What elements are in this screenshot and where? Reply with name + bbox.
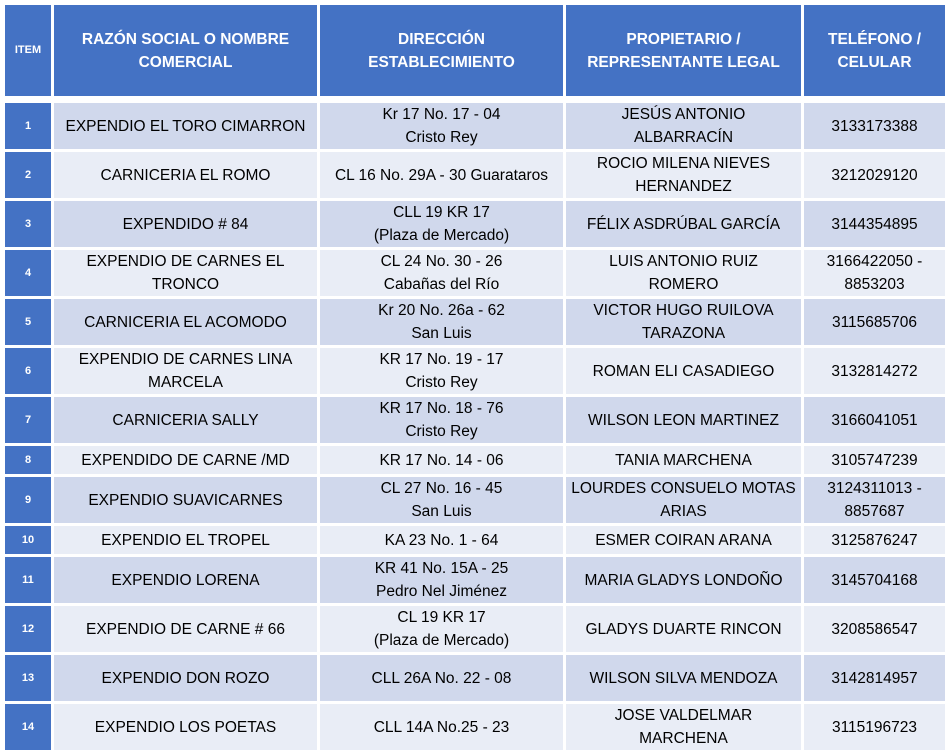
propietario-cell: WILSON LEON MARTINEZ [565, 396, 803, 445]
table-row [4, 445, 947, 476]
telefono-cell: 3132814272 [803, 347, 947, 396]
propietario-cell: TANIA MARCHENA [565, 445, 803, 476]
table-row [4, 298, 947, 347]
direccion-cell: KR 17 No. 14 - 06 [319, 445, 565, 476]
razon-social-cell: CARNICERIA EL ROMO [53, 151, 319, 200]
razon-social-cell: EXPENDIDO DE CARNE /MD [53, 445, 319, 476]
header-razon-social: RAZÓN SOCIAL O NOMBRE COMERCIAL [53, 4, 319, 98]
razon-social-cell: CARNICERIA SALLY [53, 396, 319, 445]
razon-social-cell: EXPENDIDO # 84 [53, 200, 319, 249]
table-row [4, 200, 947, 249]
razon-social-cell: EXPENDIO LORENA [53, 556, 319, 605]
telefono-cell: 3145704168 [803, 556, 947, 605]
table-row [4, 605, 947, 654]
telefono-cell: 3208586547 [803, 605, 947, 654]
propietario-cell: MARIA GLADYS LONDOÑO [565, 556, 803, 605]
telefono-cell: 3105747239 [803, 445, 947, 476]
razon-social-cell: EXPENDIO LOS POETAS [53, 703, 319, 752]
direccion-cell: CL 16 No. 29A - 30 Guarataros [319, 151, 565, 200]
item-cell: 4 [4, 249, 53, 298]
table-row [4, 151, 947, 200]
direccion-cell: CL 24 No. 30 - 26 Cabañas del Río [319, 249, 565, 298]
propietario-cell: FÉLIX ASDRÚBAL GARCÍA [565, 200, 803, 249]
item-cell: 9 [4, 476, 53, 525]
item-cell: 14 [4, 703, 53, 752]
telefono-cell: 3142814957 [803, 654, 947, 703]
establishments-table [2, 2, 948, 753]
table-row [4, 654, 947, 703]
propietario-cell: GLADYS DUARTE RINCON [565, 605, 803, 654]
propietario-cell: LUIS ANTONIO RUIZ ROMERO [565, 249, 803, 298]
direccion-cell: CLL 26A No. 22 - 08 [319, 654, 565, 703]
item-cell: 8 [4, 445, 53, 476]
table-row [4, 249, 947, 298]
razon-social-cell: EXPENDIO DE CARNES EL TRONCO [53, 249, 319, 298]
direccion-cell: CL 19 KR 17 (Plaza de Mercado) [319, 605, 565, 654]
item-cell: 12 [4, 605, 53, 654]
item-cell: 11 [4, 556, 53, 605]
telefono-cell: 3144354895 [803, 200, 947, 249]
direccion-cell: KR 17 No. 18 - 76 Cristo Rey [319, 396, 565, 445]
telefono-cell: 3125876247 [803, 525, 947, 556]
table-row [4, 556, 947, 605]
propietario-cell: VICTOR HUGO RUILOVA TARAZONA [565, 298, 803, 347]
propietario-cell: LOURDES CONSUELO MOTAS ARIAS [565, 476, 803, 525]
table-row [4, 476, 947, 525]
telefono-cell: 3166422050 - 8853203 [803, 249, 947, 298]
razon-social-cell: EXPENDIO DE CARNES LINA MARCELA [53, 347, 319, 396]
telefono-cell: 3133173388 [803, 102, 947, 151]
propietario-cell: ROMAN ELI CASADIEGO [565, 347, 803, 396]
item-cell: 3 [4, 200, 53, 249]
header-row [4, 4, 947, 98]
propietario-cell: JOSE VALDELMAR MARCHENA [565, 703, 803, 752]
item-cell: 13 [4, 654, 53, 703]
table-row [4, 347, 947, 396]
propietario-cell: ESMER COIRAN ARANA [565, 525, 803, 556]
propietario-cell: JESÚS ANTONIO ALBARRACÍN [565, 102, 803, 151]
razon-social-cell: EXPENDIO EL TROPEL [53, 525, 319, 556]
item-cell: 7 [4, 396, 53, 445]
table-row [4, 703, 947, 752]
direccion-cell: CLL 19 KR 17 (Plaza de Mercado) [319, 200, 565, 249]
header-propietario: PROPIETARIO / REPRESENTANTE LEGAL [565, 4, 803, 98]
direccion-cell: KA 23 No. 1 - 64 [319, 525, 565, 556]
item-cell: 1 [4, 102, 53, 151]
direccion-cell: Kr 20 No. 26a - 62 San Luis [319, 298, 565, 347]
item-cell: 2 [4, 151, 53, 200]
direccion-cell: KR 17 No. 19 - 17 Cristo Rey [319, 347, 565, 396]
table-row [4, 525, 947, 556]
razon-social-cell: EXPENDIO EL TORO CIMARRON [53, 102, 319, 151]
telefono-cell: 3115685706 [803, 298, 947, 347]
propietario-cell: ROCIO MILENA NIEVES HERNANDEZ [565, 151, 803, 200]
direccion-cell: KR 41 No. 15A - 25 Pedro Nel Jiménez [319, 556, 565, 605]
razon-social-cell: CARNICERIA EL ACOMODO [53, 298, 319, 347]
header-item: ITEM [4, 4, 53, 98]
direccion-cell: CLL 14A No.25 - 23 [319, 703, 565, 752]
direccion-cell: Kr 17 No. 17 - 04 Cristo Rey [319, 102, 565, 151]
table-row [4, 396, 947, 445]
header-direccion: DIRECCIÓN ESTABLECIMIENTO [319, 4, 565, 98]
telefono-cell: 3212029120 [803, 151, 947, 200]
telefono-cell: 3166041051 [803, 396, 947, 445]
razon-social-cell: EXPENDIO SUAVICARNES [53, 476, 319, 525]
telefono-cell: 3124311013 - 8857687 [803, 476, 947, 525]
razon-social-cell: EXPENDIO DON ROZO [53, 654, 319, 703]
propietario-cell: WILSON SILVA MENDOZA [565, 654, 803, 703]
item-cell: 6 [4, 347, 53, 396]
item-cell: 10 [4, 525, 53, 556]
telefono-cell: 3115196723 [803, 703, 947, 752]
direccion-cell: CL 27 No. 16 - 45 San Luis [319, 476, 565, 525]
header-telefono: TELÉFONO / CELULAR [803, 4, 947, 98]
item-cell: 5 [4, 298, 53, 347]
table-row [4, 102, 947, 151]
razon-social-cell: EXPENDIO DE CARNE # 66 [53, 605, 319, 654]
